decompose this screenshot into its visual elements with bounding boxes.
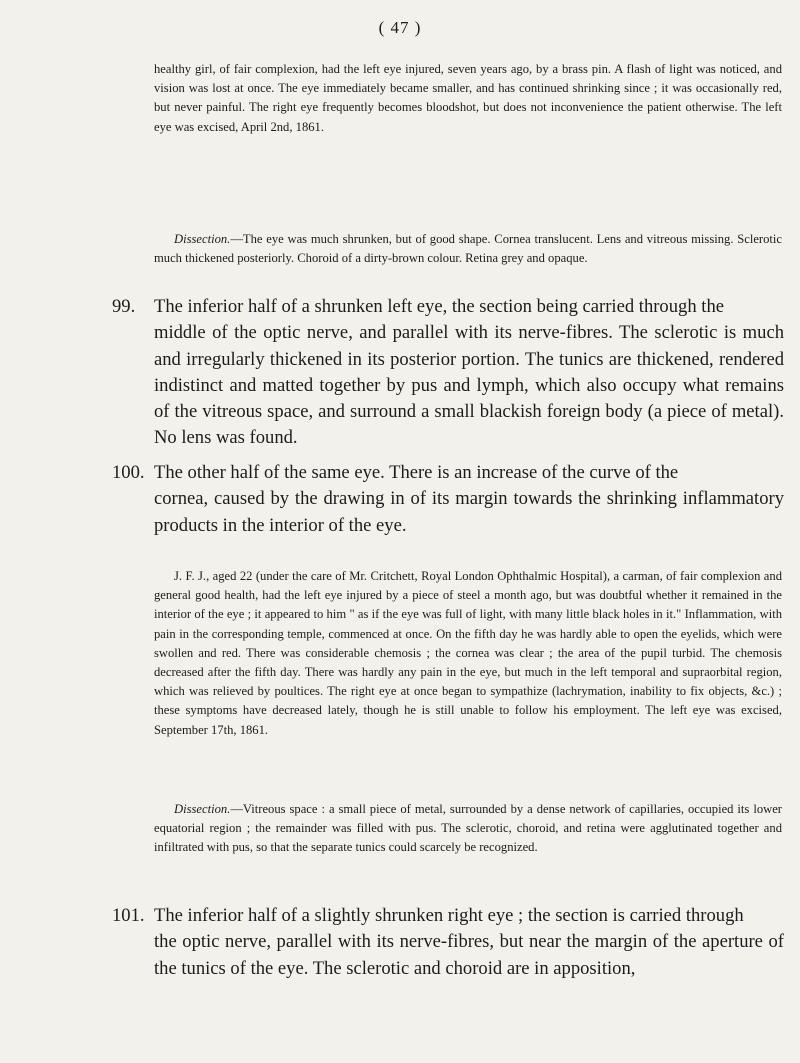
entry-text: middle of the optic nerve, and parallel with its nerve-fibres. The sclerotic is much and irregularly thickened in its posterior portion. The tunics are thickened, rendered indistinct and matted together by pus and lymph, which also occupy what remains of the vitreous space, and surround a small blackish foreign body (a piece of metal). No lens was found. <box>154 322 784 449</box>
entry-number: 100. <box>112 462 145 483</box>
entry-first-line: The other half of the same eye. There is an increase of the curve of the <box>154 462 679 483</box>
dissection-paragraph <box>154 230 782 268</box>
case-history-paragraph <box>154 60 782 137</box>
dissection-label: Dissection. <box>174 232 231 246</box>
case-history-text: J. F. J., aged 22 (under the care of Mr. Critchett, Royal London Ophthalmic Hospital), a carman, of fair complexion and general good health, had the left eye injured by a piece of steel a month ago, but was doubtful whether it remained in the interior of the eye ; it appeared to him " as if the eye was full of light, with many little black holes in it." Inflammation, with pain in the corresponding temple, commenced at once. On the fifth day he was hardly able to open the eyelids, which were swollen and red. There was considerable chemosis ; the cornea was clear ; the area of the pupil turbid. The chemosis decreased after the fifth day. There was hardly any pain in the eye, but much in the left temporal and supraorbital region, which was relieved by poultices. The right eye at once began to sympathize (lachrymation, inability to fix objects, &c.) ; these symptoms have decreased lately, though he is still unable to follow his employment. The left eye was excised, September 17th, 1861. <box>154 569 782 737</box>
entry-text: the optic nerve, parallel with its nerve-fibres, but near the margin of the aperture of the tunics of the eye. The sclerotic and choroid are in apposition, <box>154 931 784 979</box>
specimen-entry-99 <box>112 294 784 452</box>
dissection-paragraph <box>154 800 782 858</box>
entry-first-line: The inferior half of a shrunken left eye, the section being carried through the <box>154 296 724 317</box>
case-history-text: healthy girl, of fair complexion, had the left eye injured, seven years ago, by a brass pin. A flash of light was noticed, and vision was lost at once. The eye immediately became smaller, and has continued shrinking since ; it was occasionally red, but never painful. The right eye frequently becomes bloodshot, but does not inconvenience the patient otherwise. The left eye was excised, April 2nd, 1861. <box>154 62 782 134</box>
dissection-text: —Vitreous space : a small piece of metal, surrounded by a dense network of capillaries, occupied its lower equatorial region ; the remainder was filled with pus. The sclerotic, choroid, and retina were agglutinated together and infiltrated with pus, so that the separate tunics could scarcely be recognized. <box>154 802 782 855</box>
entry-number: 101. <box>112 905 145 926</box>
page-number: ( 47 ) <box>378 18 422 37</box>
entry-first-line: The inferior half of a slightly shrunken right eye ; the section is carried through <box>154 905 744 926</box>
specimen-entry-101 <box>112 903 784 982</box>
case-history-paragraph <box>154 567 782 740</box>
specimen-entry-100 <box>112 460 784 539</box>
entry-number: 99. <box>112 296 136 317</box>
entry-text: cornea, caused by the drawing in of its margin towards the shrinking inflammatory products in the interior of the eye. <box>154 488 784 536</box>
dissection-label: Dissection. <box>174 802 231 816</box>
dissection-text: —The eye was much shrunken, but of good shape. Cornea translucent. Lens and vitreous missing. Sclerotic much thickened posteriorly. Choroid of a dirty-brown colour. Retina grey and opaque. <box>154 232 782 266</box>
